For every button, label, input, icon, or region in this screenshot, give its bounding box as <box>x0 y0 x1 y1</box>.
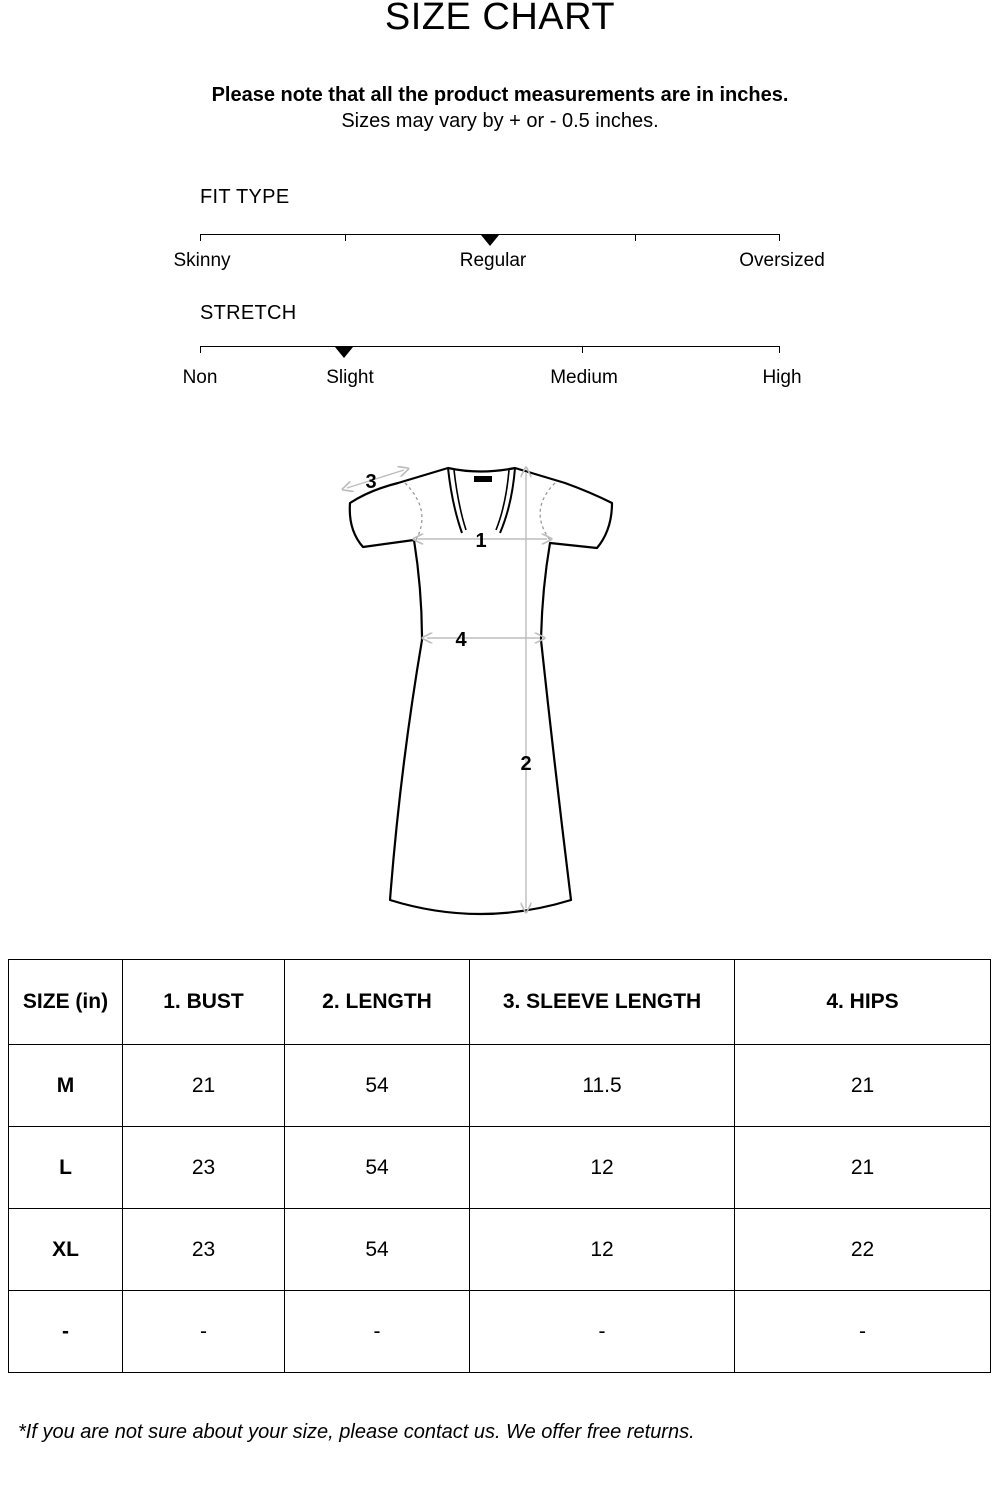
stretch-tick <box>582 346 583 353</box>
size-cell: XL <box>9 1209 123 1291</box>
sleeve-length-cell: 12 <box>470 1127 735 1209</box>
page-title: SIZE CHART <box>384 0 616 38</box>
fit-type-label-oversized: Oversized <box>739 250 825 271</box>
hips-cell: 22 <box>735 1209 991 1291</box>
armhole-seam <box>540 483 555 540</box>
callout-sleeve: 3 <box>365 471 377 493</box>
fit-type-tick <box>779 234 780 241</box>
footnote: *If you are not sure about your size, please contact us. We offer free returns. <box>18 1421 695 1443</box>
length-cell: 54 <box>285 1045 470 1127</box>
hips-cell: - <box>735 1291 991 1373</box>
fit-type-label-regular: Regular <box>459 250 527 271</box>
fit-type-tick <box>345 234 346 241</box>
armhole-seam <box>405 483 422 540</box>
dress-diagram <box>330 455 630 925</box>
fit-type-label-skinny: Skinny <box>173 250 231 271</box>
table-row <box>9 1045 991 1127</box>
length-cell: 54 <box>285 1209 470 1291</box>
fit-type-heading: FIT TYPE <box>200 186 290 208</box>
length-cell: 54 <box>285 1127 470 1209</box>
callout-hips: 4 <box>455 629 467 651</box>
sleeve-length-cell: 11.5 <box>470 1045 735 1127</box>
header-size: SIZE (in) <box>9 960 123 1045</box>
bust-cell: 21 <box>123 1045 285 1127</box>
table-header-row <box>9 960 991 1045</box>
stretch-label-non: Non <box>182 367 218 388</box>
sleeve-length-cell: - <box>470 1291 735 1373</box>
size-table <box>8 959 991 1373</box>
size-cell: M <box>9 1045 123 1127</box>
dress-label-tag <box>474 476 492 482</box>
stretch-label-medium: Medium <box>550 367 618 388</box>
stretch-label-slight: Slight <box>326 367 374 388</box>
sleeve-length-cell: 12 <box>470 1209 735 1291</box>
variance-note: Sizes may vary by + or - 0.5 inches. <box>341 110 659 132</box>
hips-cell: 21 <box>735 1045 991 1127</box>
stretch-heading: STRETCH <box>200 302 297 324</box>
size-cell: L <box>9 1127 123 1209</box>
callout-bust: 1 <box>475 530 487 552</box>
dress-neckline <box>454 470 466 530</box>
stretch-label-high: High <box>762 367 802 388</box>
header-bust: 1. BUST <box>123 960 285 1045</box>
table-row <box>9 1127 991 1209</box>
stretch-tick <box>200 346 201 353</box>
stretch-scale-line <box>200 346 780 347</box>
size-cell: - <box>9 1291 123 1373</box>
table-row <box>9 1291 991 1373</box>
length-cell: - <box>285 1291 470 1373</box>
header-length: 2. LENGTH <box>285 960 470 1045</box>
table-row <box>9 1209 991 1291</box>
stretch-tick <box>779 346 780 353</box>
header-sleeve-length: 3. SLEEVE LENGTH <box>470 960 735 1045</box>
fit-type-tick <box>200 234 201 241</box>
header-hips: 4. HIPS <box>735 960 991 1045</box>
measurement-note: Please note that all the product measurements are in inches. <box>211 84 789 106</box>
fit-type-tick <box>635 234 636 241</box>
callout-length: 2 <box>520 753 532 775</box>
dress-neckline <box>496 470 509 530</box>
bust-cell: 23 <box>123 1127 285 1209</box>
fit-type-selected-marker-icon <box>481 235 499 246</box>
bust-cell: - <box>123 1291 285 1373</box>
bust-cell: 23 <box>123 1209 285 1291</box>
stretch-selected-marker-icon <box>335 347 353 358</box>
hips-cell: 21 <box>735 1127 991 1209</box>
